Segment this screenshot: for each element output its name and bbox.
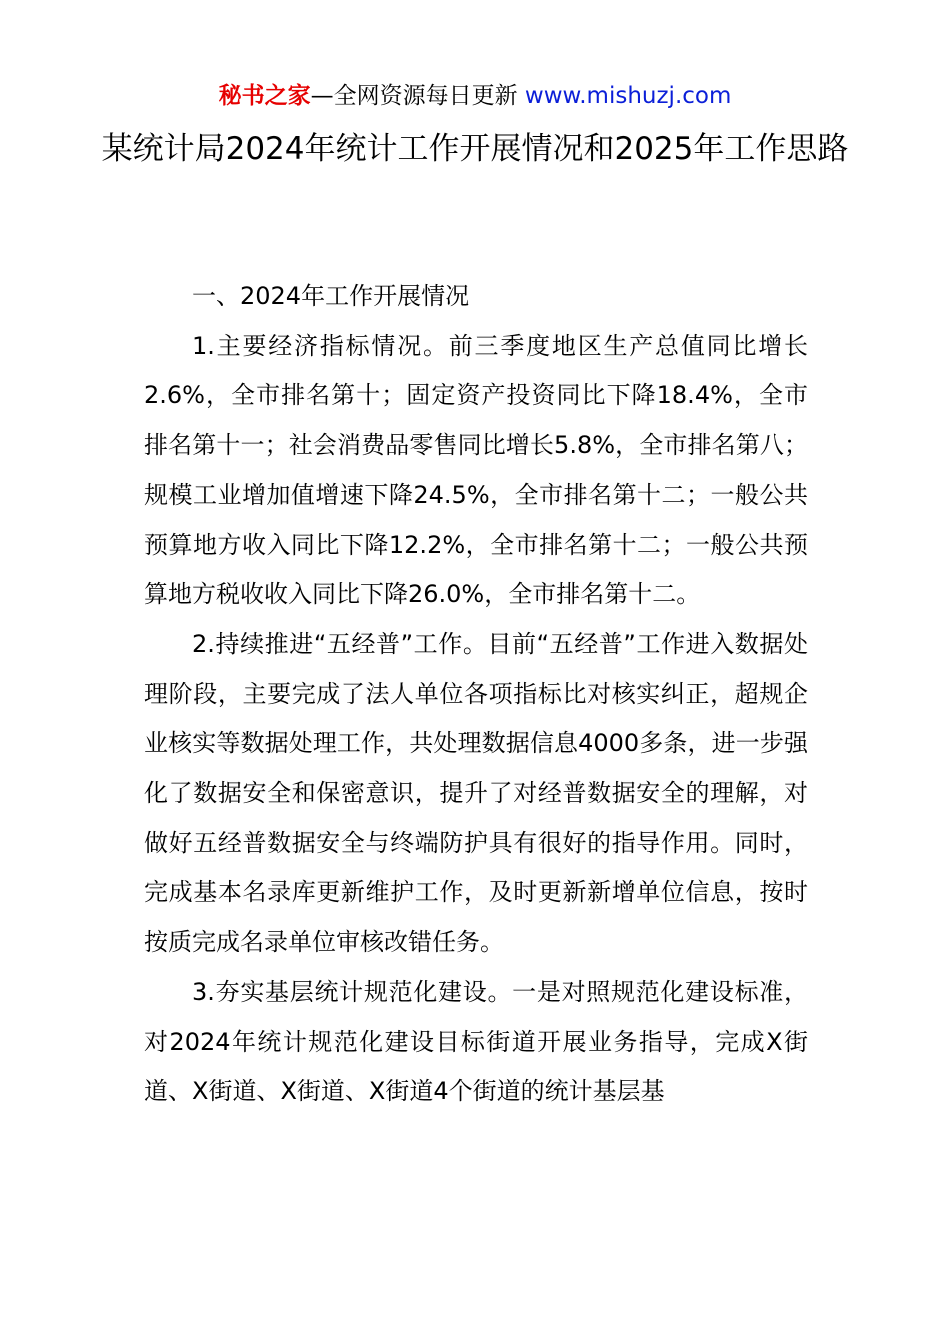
document-title: 某统计局2024年统计工作开展情况和2025年工作思路 bbox=[101, 131, 849, 167]
site-name: 秘书之家 bbox=[218, 83, 311, 109]
body-paragraph-3: 3.夯实基层统计规范化建设。一是对照规范化建设标准，对2024年统计规范化建设目标街道开展业务指导，完成X街道、X街道、X街道、X街道4个街道的统计基层基 bbox=[144, 977, 808, 1106]
body-paragraph-1: 1.主要经济指标情况。前三季度地区生产总值同比增长2.6%，全市排名第十；固定资产投资同比下降18.4%，全市排名第十一；社会消费品零售同比增长5.8%，全市排名第八；规模工业增加值增速下降24.5%，全市排名第十二；一般公共预算地方收入同比下降12.2%，全市排名第十二；一般公共预算地方税收收入同比下降26.0%，全市排名第十二。 bbox=[144, 331, 808, 609]
site-url-link[interactable]: www.mishuzj.com bbox=[524, 83, 732, 109]
site-banner bbox=[0, 80, 950, 112]
section-heading: 一、2024年工作开展情况 bbox=[192, 282, 470, 310]
body-paragraph-2: 2.持续推进“五经普”工作。目前“五经普”工作进入数据处理阶段，主要完成了法人单位各项指标比对核实纠正，超规企业核实等数据处理工作，共处理数据信息4000多条，进一步强化了数据安全和保密意识，提升了对经普数据安全的理解，对做好五经普数据安全与终端防护具有很好的指导作用。同时，完成基本名录库更新维护工作，及时更新新增单位信息，按时按质完成名录单位审核改错任务。 bbox=[144, 629, 808, 957]
document-body bbox=[144, 272, 808, 1117]
site-tagline: —全网资源每日更新 bbox=[310, 83, 525, 109]
